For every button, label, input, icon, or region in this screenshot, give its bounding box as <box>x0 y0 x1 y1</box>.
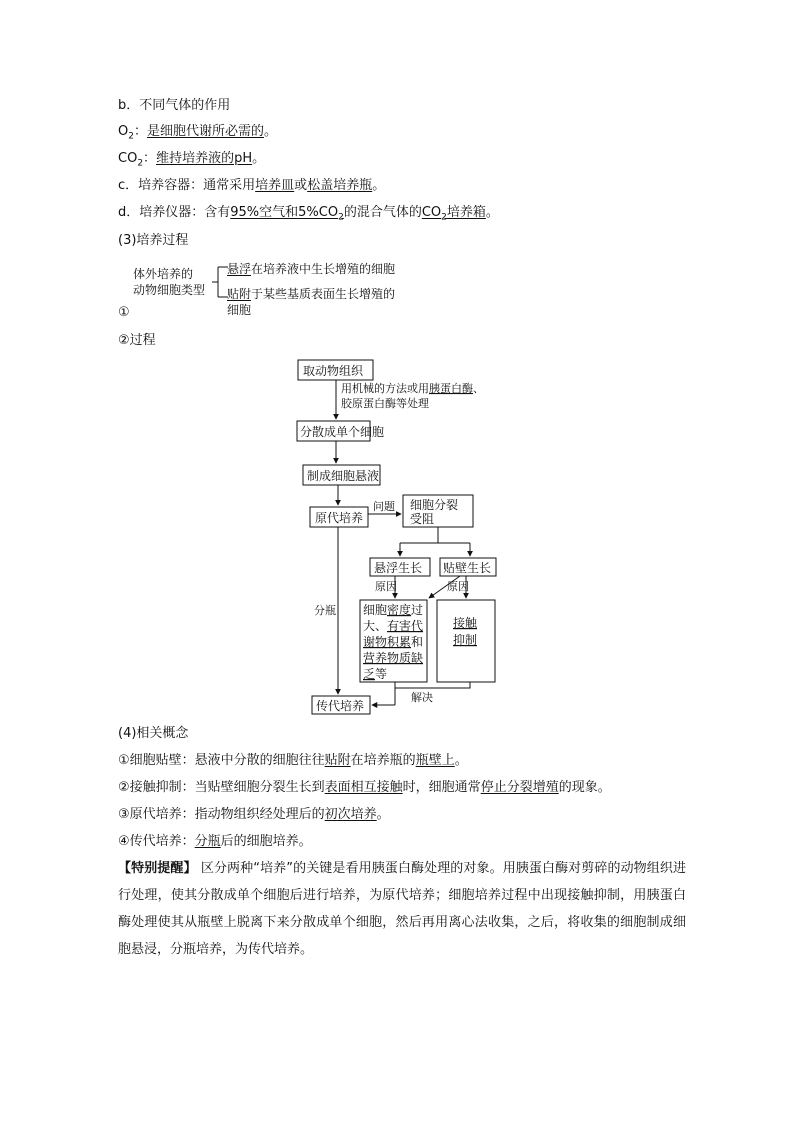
container-end: 。 <box>372 178 386 193</box>
special-tip <box>118 855 686 963</box>
adhere-growth: 贴壁生长 <box>443 561 492 575</box>
contact-line1: 接触 <box>453 616 478 630</box>
container-dish: 培养皿 <box>255 178 295 193</box>
co2-label: CO <box>118 151 138 166</box>
blocked-line2: 受阻 <box>410 512 435 526</box>
reason-label-1: 原因 <box>375 580 397 593</box>
step-suspension: 制成细胞悬液 <box>307 469 380 483</box>
gas-heading: b．不同气体的作用 <box>118 98 231 113</box>
o2-colon: ： <box>133 124 147 139</box>
reason-label-2: 原因 <box>447 580 469 593</box>
container-flask: 松盖培养瓶 <box>307 178 373 193</box>
note1-line1: 用机械的方法或用胰蛋白酶、 <box>341 382 484 395</box>
tip-tag: 【特别提醒】 <box>118 861 197 876</box>
step-primary: 原代培养 <box>315 511 364 525</box>
cause-line5: 乏等 <box>363 667 388 681</box>
instrument-box: $CO_2$培养箱 <box>421 205 486 223</box>
type1-rest: 在培养液中生长增殖的细胞 <box>251 262 396 276</box>
container-or: 或 <box>294 178 308 193</box>
container-prefix: c．培养容器：通常采用 <box>118 178 256 193</box>
blocked-line1: 细胞分裂 <box>410 498 459 512</box>
contact-line2: 抑制 <box>453 633 478 647</box>
cause-line4: 营养物质缺 <box>363 651 424 665</box>
process-subheading: ②过程 <box>118 333 156 348</box>
process-heading: (3)培养过程 <box>118 233 189 248</box>
type2-rest: 于某些基质表面生长增殖的 <box>251 287 396 301</box>
types-label-line2: 动物细胞类型 <box>133 283 206 297</box>
concepts-heading: (4)相关概念 <box>118 726 189 741</box>
o2-label: O <box>118 124 129 139</box>
type2-line2: 细胞 <box>227 303 252 317</box>
note1-line2: 胶原蛋白酶等处理 <box>341 397 429 410</box>
step-passage: 传代培养 <box>316 699 365 713</box>
concept-3: ③原代培养：指动物组织经处理后的初次培养。 <box>118 807 390 822</box>
instrument-mid: 的混合气体的 <box>343 205 422 220</box>
suspend-growth: 悬浮生长 <box>374 561 423 575</box>
co2-text: 维持培养液的pH <box>156 151 253 166</box>
solve-label: 解决 <box>411 691 433 704</box>
cause-line2: 大、有害代 <box>363 619 424 633</box>
instrument-prefix: d．培养仪器：含有 <box>118 205 231 220</box>
types-label-line1: 体外培养的 <box>133 267 194 281</box>
instrument-end: 。 <box>485 205 499 220</box>
tip-text: 区分两种“培养”的关键是看用胰蛋白酶处理的对象。用胰蛋白酶对剪碎的动物组织进行处理，使其分散成单个细胞后进行培养，为原代培养；细胞培养过程中出现接触抑制，用胰蛋白酶处理使其从瓶壁上脱离下来分散成单个细胞，然后再用离心法收集，之后，将收集的细胞制成细胞悬浸，分瓶培养，为传代培养。 <box>118 861 686 957</box>
concept-4: ④传代培养：分瓶后的细胞培养。 <box>118 834 312 849</box>
arrow-split-branches <box>400 527 470 543</box>
problem-label: 问题 <box>373 500 395 513</box>
co2-colon: ： <box>143 151 157 166</box>
cause-line3: 谢物积累和 <box>363 635 424 649</box>
step-disperse: 分散成单个细胞 <box>300 425 385 439</box>
step-take-tissue: 取动物组织 <box>303 364 364 378</box>
o2-subscript: 2 <box>128 131 134 142</box>
type2-term: 贴附 <box>227 287 252 301</box>
o2-text: 是细胞代谢所必需的 <box>146 124 264 139</box>
instrument-mix: 95%空气和$5\%CO_2$ <box>230 205 344 223</box>
type1-term: 悬浮 <box>227 262 252 276</box>
concept-2: ②接触抑制：当贴壁细胞分裂生长到表面相互接触时，细胞通常停止分裂增殖的现象。 <box>118 780 611 795</box>
concept-1: ①细胞贴壁：悬液中分散的细胞往往贴附在培养瓶的瓶壁上。 <box>118 753 468 768</box>
cause-line1: 细胞密度过 <box>363 603 424 617</box>
split-label: 分瓶 <box>314 604 336 617</box>
co2-end: 。 <box>252 151 266 166</box>
co2-subscript: 2 <box>137 158 144 169</box>
o2-end: 。 <box>264 124 278 139</box>
marker-1: ① <box>118 305 130 320</box>
